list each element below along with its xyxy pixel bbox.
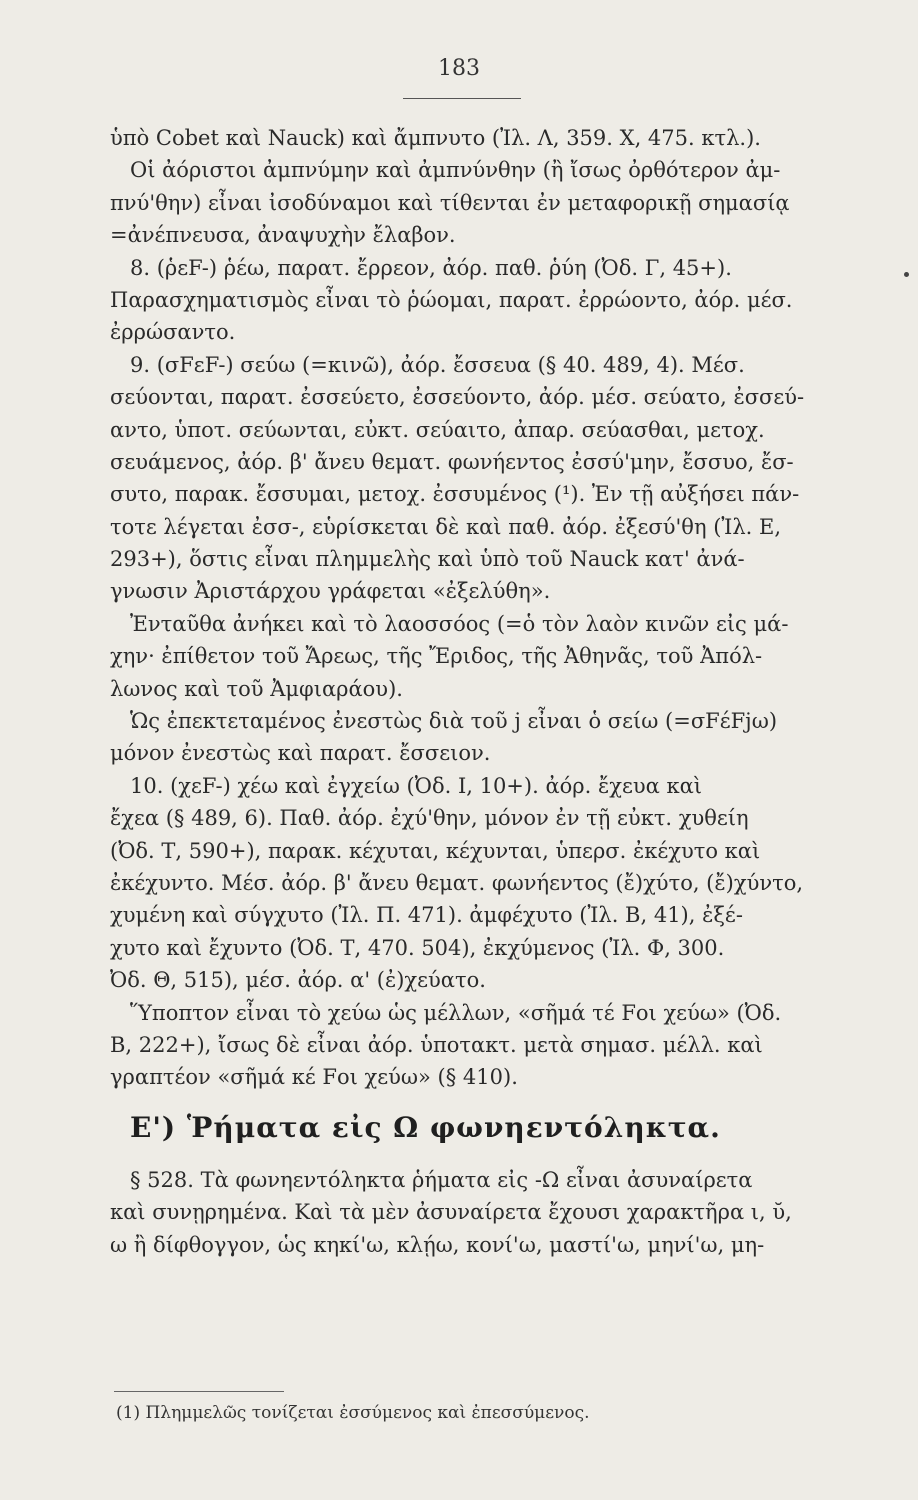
text-line: μόνον ἐνεστὼς καὶ παρατ. ἔσσειον.: [110, 741, 491, 766]
text-line: αντο, ὑποτ. σεύωνται, εὐκτ. σεύαιτο, ἀπαρ. σεύασθαι, μετοχ.: [110, 417, 765, 442]
text-line: Παρασχηματισμὸς εἶναι τὸ ῥώομαι, παρατ. ἐρρώοντο, ἀόρ. μέσ.: [110, 287, 793, 312]
text-line: σευάμενος, ἀόρ. β' ἄνευ θεματ. φωνήεντος ἐσσύ'μην, ἔσσυο, ἔσ-: [110, 449, 794, 474]
text-line: Ὀδ. Θ, 515), μέσ. ἀόρ. α' (ἐ)χεύατο.: [110, 968, 486, 993]
text-line: ὑπὸ Cobet καὶ Nauck) καὶ ἄμπνυτο (Ἰλ. Λ, 359. Χ, 475. κτλ.).: [110, 126, 761, 150]
text-line: (Ὀδ. Τ, 590+), παρακ. κέχυται, κέχυνται, ὑπερσ. ἐκέχυτο καὶ: [110, 838, 761, 863]
text-line: καὶ συνῃρημένα. Καὶ τὰ μὲν ἀσυναίρετα ἔχουσι χαρακτῆρα ι, ῠ,: [110, 1200, 792, 1225]
paragraphs-after-heading: [110, 1164, 822, 1261]
text-line: =ἀνέπνευσα, ἀναψυχὴν ἔλαβον.: [110, 223, 456, 248]
margin-mark: [904, 272, 909, 277]
text-line: ἐρρώσαντο.: [110, 320, 236, 345]
paragraphs-before-heading: [110, 122, 822, 1094]
text-line: χυμένη καὶ σύγχυτο (Ἰλ. Π. 471). ἀμφέχυτο (Ἰλ. Β, 41), ἐξέ-: [110, 903, 743, 928]
footnote: (1) Πλημμελῶς τονίζεται ἐσσύμενος καὶ ἐπεσσύμενος.: [116, 1403, 590, 1423]
text-line: 293+), ὅστις εἶναι πλημμελὴς καὶ ὑπὸ τοῦ Nauck κατ' ἀνά-: [110, 547, 745, 572]
text-line: χην· ἐπίθετον τοῦ Ἄρεως, τῆς Ἔριδος, τῆς Ἀθηνᾶς, τοῦ Ἀπόλ-: [110, 644, 763, 669]
text-line: 8. (ῥεF-) ῥέω, παρατ. ἔρρεον, ἀόρ. παθ. ῥύη (Ὀδ. Γ, 45+).: [130, 255, 732, 280]
text-line: χυτο καὶ ἔχυντο (Ὀδ. Τ, 470. 504), ἐκχύμενος (Ἰλ. Φ, 300.: [110, 935, 725, 960]
text-line: Ὕποπτον εἶναι τὸ χεύω ὡς μέλλων, «σῆμά τέ Fοι χεύω» (Ὀδ.: [130, 1000, 782, 1025]
text-line: Ὡς ἐπεκτεταμένος ἐνεστὼς διὰ τοῦ j εἶναι ὁ σείω (=σFέFjω): [130, 709, 778, 734]
text-line: Β, 222+), ἴσως δὲ εἶναι ἀόρ. ὑποτακτ. μετὰ σημασ. μέλλ. καὶ: [110, 1032, 763, 1057]
text-line: ἔχεα (§ 489, 6). Παθ. ἀόρ. ἐχύ'θην, μόνον ἐν τῇ εὐκτ. χυθείη: [110, 806, 749, 831]
text-line: τοτε λέγεται ἐσσ-, εὑρίσκεται δὲ καὶ παθ. ἀόρ. ἐξεσύ'θη (Ἰλ. Ε,: [110, 514, 782, 539]
text-line: Οἱ ἀόριστοι ἀμπνύμην καὶ ἀμπνύνθην (ἢ ἴσως ὀρθότερον ἀμ-: [130, 158, 781, 183]
body-text: [110, 122, 822, 1261]
text-line: συτο, παρακ. ἔσσυμαι, μετοχ. ἐσσυμένος (¹). Ἐν τῇ αὐξήσει πάν-: [110, 482, 800, 507]
text-line: πνύ'θην) εἶναι ἰσοδύναμοι καὶ τίθενται ἐν μεταφορικῇ σημασίᾳ: [110, 190, 790, 215]
text-line: Ἐνταῦθα ἀνήκει καὶ τὸ λαοσσόος (=ὁ τὸν λαὸν κινῶν εἰς μά-: [130, 611, 789, 636]
text-line: σεύονται, παρατ. ἐσσεύετο, ἐσσεύοντο, ἀόρ. μέσ. σεύατο, ἐσσεύ-: [110, 385, 805, 410]
text-line: γραπτέον «σῆμά κέ Fοι χεύω» (§ 410).: [110, 1065, 518, 1090]
text-line: γνωσιν Ἀριστάρχου γράφεται «ἐξελύθη».: [110, 579, 551, 604]
text-line: λωνος καὶ τοῦ Ἀμφιαράου).: [110, 676, 403, 701]
text-line: 10. (χεF-) χέω καὶ ἐγχείω (Ὀδ. Ι, 10+). ἀόρ. ἔχευα καὶ: [130, 773, 703, 798]
page-number: 183: [438, 56, 480, 81]
header-rule: [403, 98, 521, 99]
section-heading: Ε') Ῥήματα εἰς Ω φωνηεντόληκτα.: [130, 1110, 721, 1144]
text-line: ἐκέχυντο. Μέσ. ἀόρ. β' ἄνευ θεματ. φωνήεντος (ἔ)χύτο, (ἔ)χύντο,: [110, 870, 804, 895]
text-line: § 528. Τὰ φωνηεντόληκτα ῥήματα εἰς -Ω εἶναι ἀσυναίρετα: [130, 1167, 753, 1192]
footnote-rule: [114, 1391, 284, 1392]
text-line: ω ἢ δίφθογγον, ὡς κηκί'ω, κλῄω, κονί'ω, μαστί'ω, μηνί'ω, μη-: [110, 1232, 765, 1257]
text-line: 9. (σFεF-) σεύω (=κινῶ), ἀόρ. ἔσσευα (§ 40. 489, 4). Μέσ.: [130, 352, 745, 377]
